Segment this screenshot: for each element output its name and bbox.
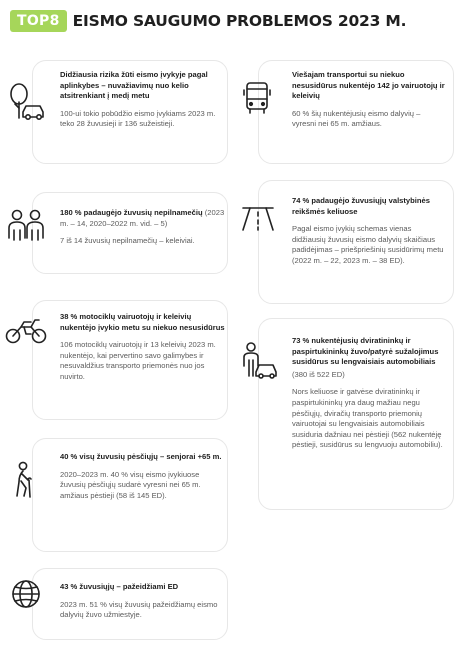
card-heading-note: (2023 m. – 14, 2020–2022 m. vid. – 5) (60, 208, 225, 228)
card-heading: 40 % visų žuvusių pėsčiųjų – senjorai +65 m. (60, 452, 222, 461)
card-body: Nors keliuose ir gatvėse dviratininkų ir paspirtukininkų yra daug mažiau negu pėsčiųjų, dviračių transporto priemonių vairuotojai su lengvaisiais automobiliais susiduria dažniau nei pėstieji (562 nukentėję pėstieji, susidūrus su lengvuoju automobiliu). (292, 387, 443, 450)
tree-car-icon (6, 82, 46, 122)
card-text (292, 196, 446, 267)
card-text (60, 70, 226, 130)
card-body: 2020–2023 m. 40 % visų eismo įvykiuose žuvusių pėsčiųjų sudarė vyresni nei 65 m. amžiaus pėstieji (58 iš 145 ED). (60, 469, 201, 500)
card-heading: 43 % žuvusiųjų – pažeidžiami ED (60, 582, 179, 591)
page-title: EISMO SAUGUMO PROBLEMOS 2023 M. (72, 12, 407, 30)
card-text (292, 336, 446, 451)
two-people-icon (6, 206, 46, 244)
card-text (60, 312, 226, 383)
card-heading: 73 % nukentėjusių dviratininkų ir paspirtukininkų žuvo/patyrė sužalojimus susidūrus su lengvaisiais automobiliais (292, 336, 439, 367)
card-heading: 180 % padaugėjo žuvusių nepilnamečių (60, 208, 203, 217)
card-heading: 38 % motociklų vairuotojų ir keleivių nukentėjo įvykio metu su niekuo nesusidūrus (60, 312, 225, 332)
card-body: 100-ui tokio pobūdžio eismo įvykiams 2023 m. teko 28 žuvusieji ir 136 sužeistieji. (60, 108, 216, 129)
top8-badge: TOP8 (10, 10, 67, 32)
card-heading: 74 % padaugėjo žuvusiųjų valstybinės reikšmės keliuose (292, 196, 430, 216)
card-heading-wrap (60, 208, 226, 229)
elderly-person-icon (8, 460, 42, 500)
card-text (60, 582, 226, 621)
card-body: 2023 m. 51 % visų žuvusių pažeidžiamų eismo dalyvių žuvo užmiestyje. (60, 599, 218, 620)
highway-icon (240, 200, 276, 234)
card-body: 7 iš 14 žuvusių nepilnamečių – keleiviai. (60, 236, 195, 246)
card-text (60, 452, 226, 501)
card-text (292, 70, 446, 130)
card-body: 60 % šių nukentėjusių eismo dalyvių – vyresni nei 65 m. amžiaus. (292, 108, 421, 129)
card-heading: Didžiausia rizika žūti eismo įvykyje pagal aplinkybes – nuvažiavimų nuo kelio atsitrenkiant į medį metu (60, 70, 208, 101)
person-car-icon (240, 340, 278, 380)
card-heading: Viešajam transportui su niekuo nesusidūrus nukentėjo 142 jo vairuotojų ir keleivių (292, 70, 445, 101)
motorcycle-icon (4, 312, 48, 346)
card-text (60, 208, 226, 247)
card-heading-note: (380 iš 522 ED) (292, 369, 345, 379)
card-body: 106 motociklų vairuotojų ir 13 keleivių 2023 m. nukentėjo, kai pervertino savo galimybes ir nesuvaldžius transporto priemonės nuo jos nuvirto. (60, 340, 216, 381)
globe-icon (10, 578, 42, 610)
card-body: Pagal eismo įvykių schemas vienas didžiausių žuvusių eismo dalyvių skaičiaus padidėjimas – priešpriešinių susidūrimų metu (2022 m. – 22, 2023 m. – 38 ED). (292, 224, 444, 265)
page-header (10, 9, 406, 33)
bus-icon (240, 80, 274, 116)
